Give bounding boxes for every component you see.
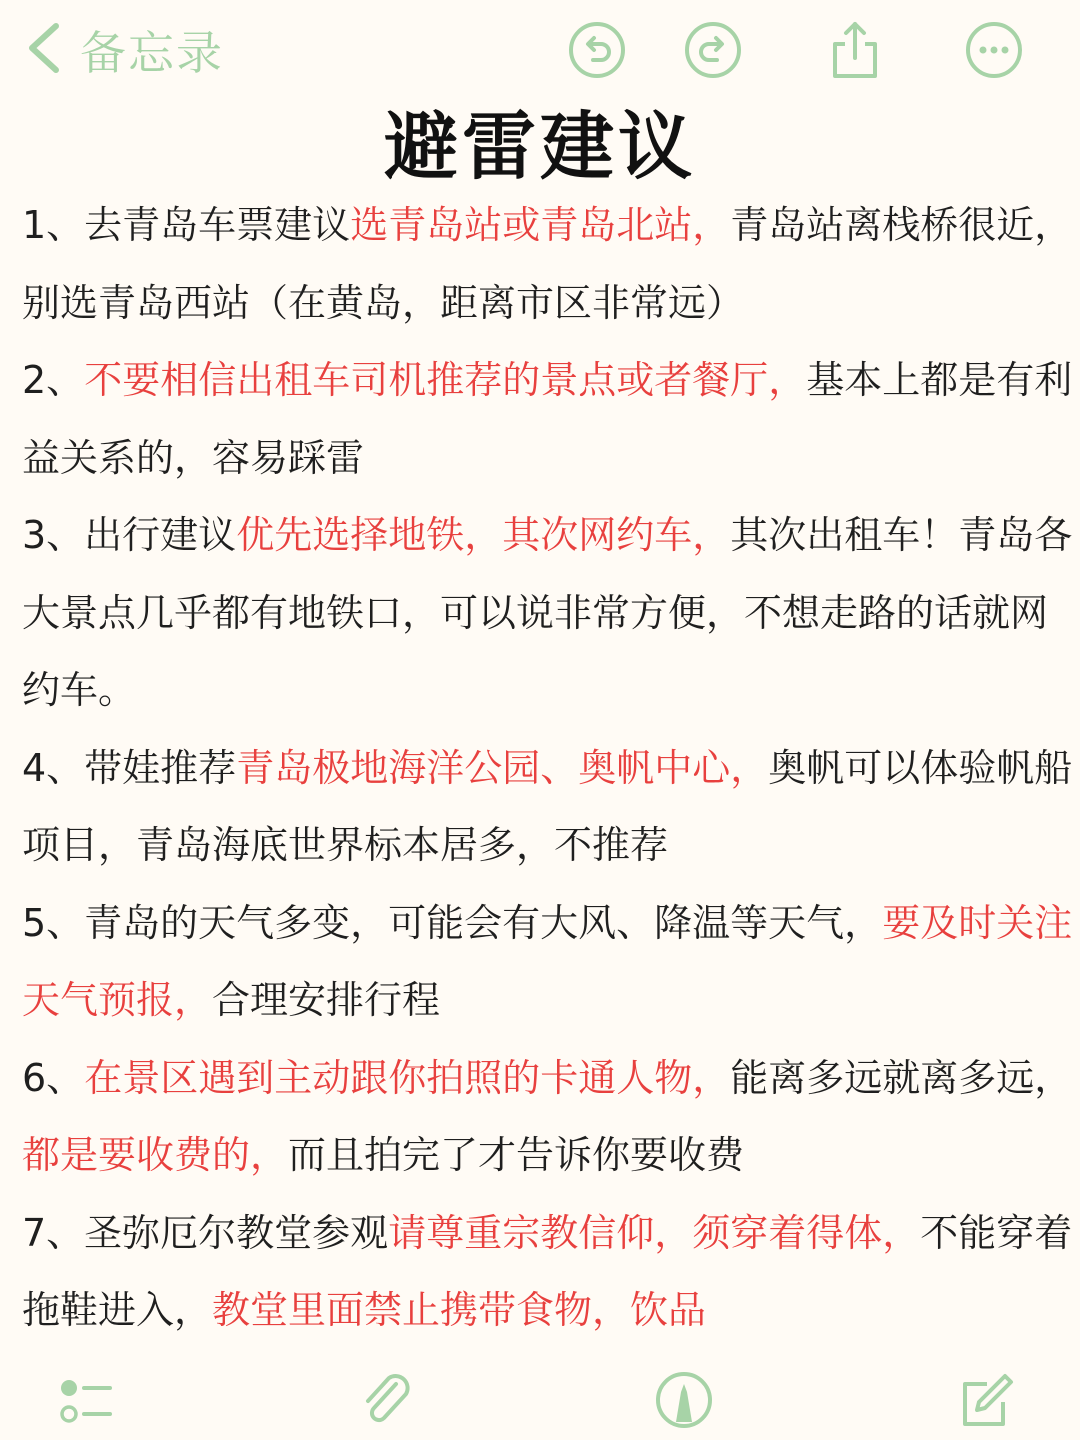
highlighted-text: 在景区遇到主动跟你拍照的卡通人物， [84, 1055, 731, 1100]
paragraph-text: 能离多远就离多远， [730, 1055, 1073, 1100]
share-button[interactable] [825, 20, 885, 80]
note-paragraph [22, 497, 1074, 730]
highlighted-text: 请尊重宗教信仰，须穿着得体， [388, 1210, 921, 1255]
paragraph-text: 5、青岛的天气多变，可能会有大风、降温等天气， [22, 900, 883, 945]
paperclip-icon [356, 1370, 416, 1430]
note-paragraph [22, 1195, 1074, 1350]
markup-button[interactable] [654, 1370, 714, 1430]
paragraph-text: 基本上都是有利益关系的，容易踩雷 [22, 358, 1073, 480]
paragraph-text: 6、 [22, 1055, 85, 1100]
note-paragraph [22, 730, 1074, 885]
note-paragraph [22, 885, 1074, 1040]
highlighted-text: 青岛极地海洋公园、奥帆中心， [236, 745, 769, 790]
note-paragraph [22, 1040, 1074, 1195]
note-body[interactable] [22, 187, 1074, 1350]
checklist-button[interactable] [56, 1370, 116, 1430]
paragraph-text: 3、出行建议 [22, 513, 237, 557]
highlighted-text: 优先选择地铁，其次网约车， [236, 513, 731, 557]
more-icon [964, 20, 1024, 80]
paragraph-text: 其次出租车！青岛各大景点几乎都有地铁口，可以说非常方便，不想走路的话就网约车。 [22, 513, 1073, 712]
highlighted-text: 不要相信出租车司机推荐的景点或者餐厅， [84, 358, 807, 402]
paragraph-text: 2、 [22, 358, 85, 402]
redo-button[interactable] [683, 20, 743, 80]
highlighted-text: 选青岛站或青岛北站， [350, 203, 731, 247]
more-button[interactable] [964, 20, 1024, 80]
share-icon [825, 20, 885, 80]
paragraph-text: 青岛站离栈桥很近，别选青岛西站（在黄岛，距离市区非常远） [22, 203, 1073, 325]
highlighted-text: 都是要收费的， [22, 1133, 289, 1177]
paragraph-text: 奥帆可以体验帆船项目，青岛海底世界标本居多，不推荐 [22, 745, 1073, 867]
redo-icon [683, 20, 743, 80]
highlighted-text: 教堂里面禁止携带食物，饮品 [212, 1288, 707, 1332]
note-paragraph [22, 187, 1074, 342]
chevron-left-icon [24, 20, 64, 80]
attachment-button[interactable] [356, 1370, 416, 1430]
back-button[interactable] [24, 20, 224, 80]
checklist-icon [56, 1370, 116, 1430]
paragraph-text: 而且拍完了才告诉你要收费 [288, 1133, 745, 1177]
paragraph-text: 合理安排行程 [212, 978, 441, 1022]
note-paragraph [22, 342, 1074, 497]
pen-tip-icon [654, 1370, 714, 1430]
paragraph-text: 1、去青岛车票建议 [22, 203, 351, 247]
undo-icon [567, 20, 627, 80]
paragraph-text: 不能穿着拖鞋进入， [22, 1210, 1073, 1332]
back-label: 备忘录 [80, 26, 224, 80]
bottom-toolbar [0, 1370, 1080, 1440]
top-toolbar [0, 0, 1080, 100]
undo-button[interactable] [567, 20, 627, 80]
compose-button[interactable] [955, 1370, 1015, 1430]
highlighted-text: 要及时关注天气预报， [22, 900, 1073, 1022]
paragraph-text: 7、圣弥厄尔教堂参观 [22, 1210, 389, 1255]
paragraph-text: 4、带娃推荐 [22, 745, 237, 790]
compose-icon [955, 1370, 1015, 1430]
note-title[interactable]: 避雷建议 [384, 104, 696, 190]
